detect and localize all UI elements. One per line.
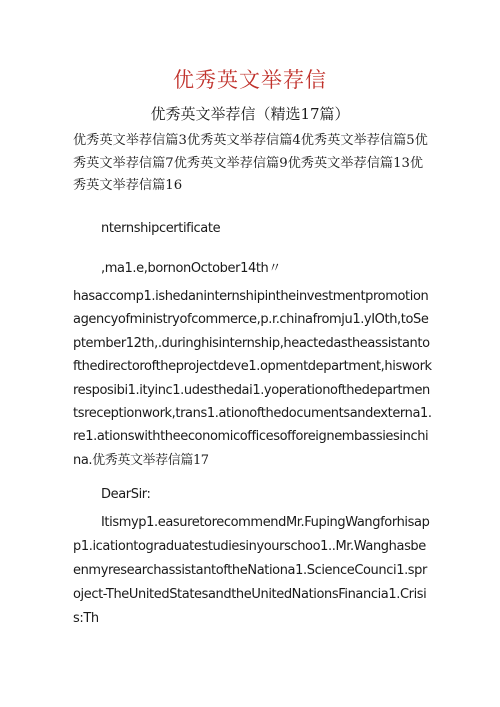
paragraph-body <box>73 285 433 472</box>
table-of-contents: 优秀英文举荐信篇3优秀英文举荐信篇4优秀英文举荐信篇5优秀英文举荐信篇7优秀英文举荐信篇9优秀英文举荐信篇13优秀英文举荐信篇16 <box>73 133 428 193</box>
paragraph-body-tail: 优秀英文举荐信篇17 <box>92 452 209 468</box>
paragraph-body-text: hasaccomp1.ishedaninternshipintheinvestmentpromotionagencyofministryofcommerce,p.r.chinafromju1.yIOth,toSeptember12th,.duringhisinternship,heactedastheassistantofthedirectoroftheprojectdeve1.opmentdepartment,hisworkresposibi1.ityinc1.udesthedai1.yoperationofthedepartmentsreceptionwork,trans1.ationofthedocumentsandexterna1.re1.ationswiththeeconomicofficesofforeignembassiesinchina. <box>73 289 432 468</box>
document-subtitle: 优秀英文举荐信（精选17篇） <box>150 105 350 123</box>
letter-paragraph: Itismyp1.easuretorecommendMr.FupingWangforhisapp1.icationtograduatestudiesinyourschoo1..Mr.WanghasbeenmyresearchassistantoftheNationa1.ScienceCounci1.sproject-TheUnitedStatesandtheUnitedNationsFinancia1.Crisis:Th <box>73 515 430 626</box>
paragraph-certificate: nternshipcertificate <box>101 221 221 236</box>
document-title: 优秀英文举荐信 <box>173 68 327 92</box>
letter-salutation: DearSir: <box>101 487 151 502</box>
paragraph-intro: ,ma1.e,bornonOctober14th〃 <box>101 261 281 276</box>
